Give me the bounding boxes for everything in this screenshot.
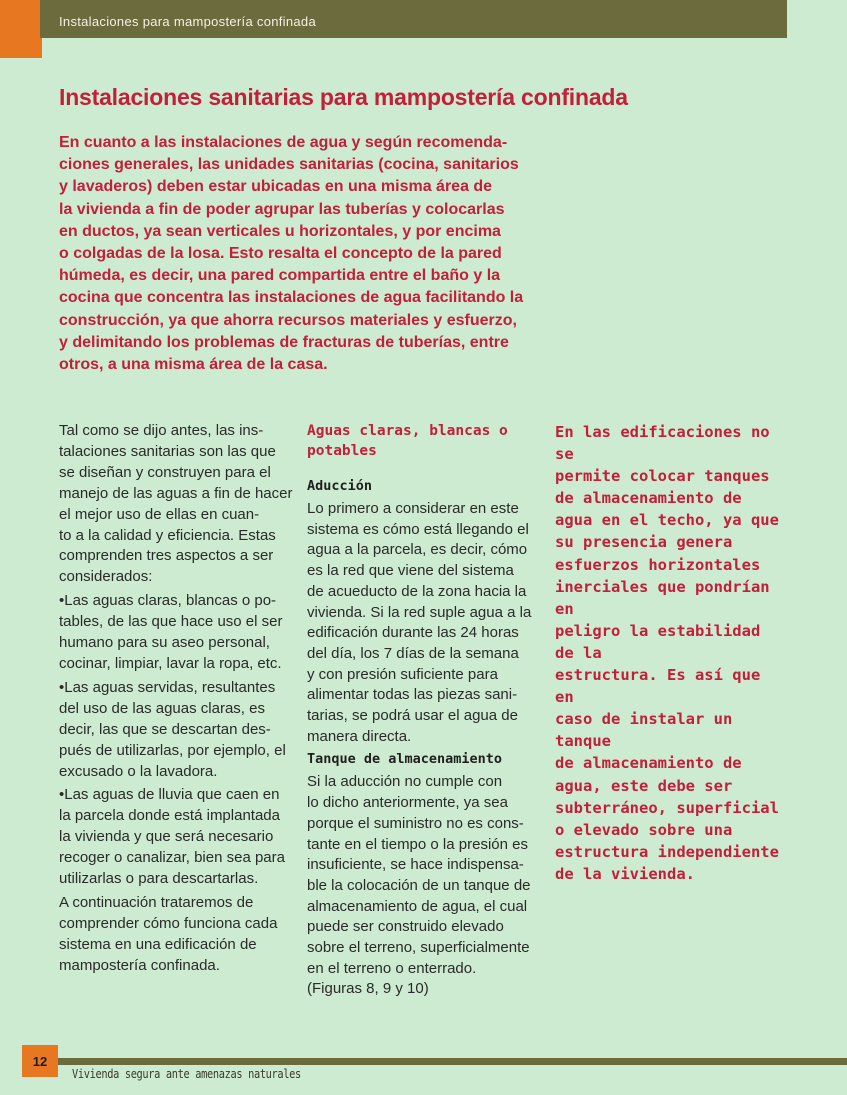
page-number: 12 — [22, 1045, 58, 1077]
page-title: Instalaciones sanitarias para mampostería confinada — [59, 84, 628, 110]
running-title: Instalaciones para mampostería confinada — [59, 14, 316, 29]
column-middle — [307, 421, 545, 1003]
callout-box: En las edificaciones no se permite colocar tanques de almacenamiento de agua en el techo, ya que su presencia genera esfuerzos horizontales inerciales que pondrían en peligro la estabilidad de la estructura. Es así que en caso de instalar un tanque de almacenamiento de agua, este debe ser subterráneo, superficial o elevado sobre una estructura independiente de la vivienda. — [555, 423, 779, 883]
aduccion-paragraph: Lo primero a considerar en este sistema es cómo está llegando el agua a la parcela, es decir, cómo es la red que viene del sistema de acueducto de la zona hacia la vivienda. Si la red suple agua a la edificación durante las 24 horas del día, los 7 días de la semana y con presión suficiente para alimentar todas las piezas sani- tarias, se podrá usar el agua de manera directa. — [307, 500, 532, 745]
header-bar — [40, 0, 787, 38]
list-item-clear-water: •Las aguas claras, blancas o po- tables, de las que hace uso el ser humano para su aseo personal, cocinar, limpiar, lavar la ropa, etc. — [59, 592, 283, 672]
header-orange-tab — [0, 0, 42, 58]
column-left — [59, 421, 297, 980]
footer-bar — [42, 1058, 847, 1065]
intro-body-paragraph: Tal como se dijo antes, las ins- talaciones sanitarias son las que se diseñan y construyen para el manejo de las aguas a fin de hacer el mejor uso de ellas en cuan- to a la calidad y eficiencia. Estas comprenden tres aspectos a ser considerados: — [59, 422, 293, 586]
section-heading-clear-water: Aguas claras, blancas o potables — [307, 423, 508, 459]
publication-title: Vivienda segura ante amenazas naturales — [72, 1067, 301, 1081]
closing-paragraph: A continuación trataremos de comprender cómo funciona cada sistema en una edificación de mampostería confinada. — [59, 893, 278, 974]
storage-tank-paragraph: Si la aducción no cumple con lo dicho anteriormente, ya sea porque el suministro no es cons- tante en el tiempo o la presión es insuficiente, se hace indispensa- ble la colocación de un tanque de almacenamiento de agua, el cual puede ser construido elevado sobre el terreno, superficialmente en el terreno o enterrado. (Figuras 8, 9 y 10) — [307, 773, 531, 998]
subheading-aduccion: Aducción — [307, 478, 373, 494]
list-item-waste-water: •Las aguas servidas, resultantes del uso de las aguas claras, es decir, las que se descartan des- pués de utilizarlas, por ejemplo, el excusado o la lavadora. — [59, 678, 286, 780]
list-item-rain-water: •Las aguas de lluvia que caen en la parcela donde está implantada la vivienda y que será necesario recoger o canalizar, bien sea para utilizarlas o para descartarlas. — [59, 786, 285, 888]
subheading-storage-tank: Tanque de almacenamiento — [307, 751, 503, 768]
intro-paragraph: En cuanto a las instalaciones de agua y según recomenda- ciones generales, las unidades sanitarias (cocina, sanitarios y lavaderos) deben estar ubicadas en una misma área de la vivienda a fin de poder agrupar las tuberías y colocarlas en ductos, ya sean verticales u horizontales, y por encima o colgadas de la losa. Esto resalta el concepto de la pared húmeda, es decir, una pared compartida entre el baño y la cocina que concentra las instalaciones de agua facilitando la construcción, ya que ahorra recursos materiales y esfuerzo, y delimitando los problemas de fracturas de tuberías, entre otros, a una misma área de la casa. — [59, 134, 524, 374]
